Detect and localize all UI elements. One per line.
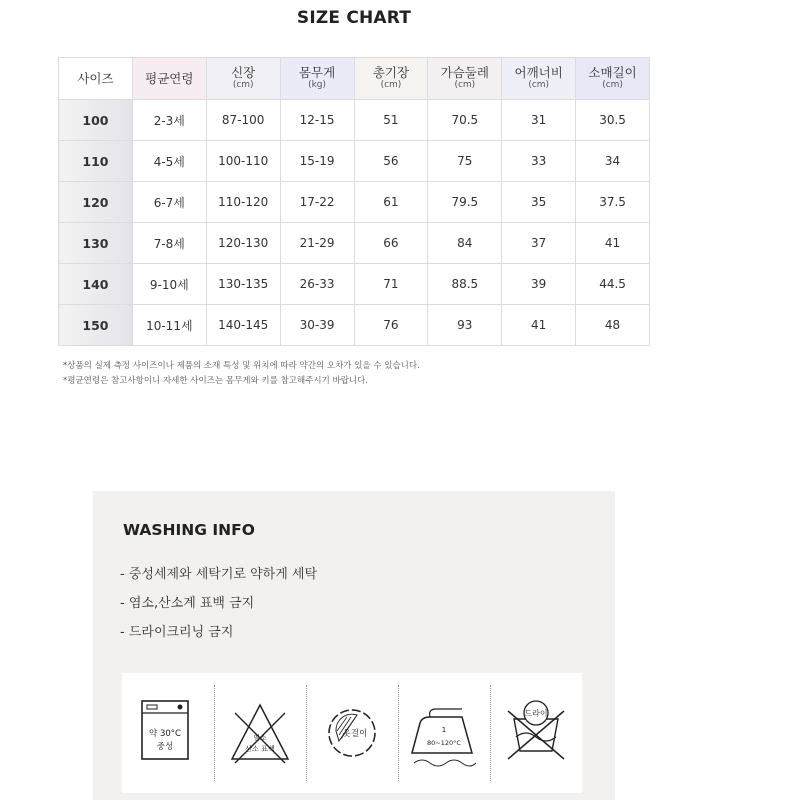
header-label: 가슴둘레 (440, 65, 489, 80)
table-cell: 26-33 (280, 264, 354, 305)
table-cell: 48 (576, 305, 650, 346)
header-unit: (cm) (528, 80, 550, 90)
header-size (59, 58, 133, 100)
table-cell: 84 (428, 223, 502, 264)
size-chart-title: SIZE CHART (296, 8, 412, 28)
size-cell: 140 (59, 264, 133, 305)
table-cell: 93 (428, 305, 502, 346)
table-cell: 37 (502, 223, 576, 264)
table-cell: 12-15 (280, 100, 354, 141)
list-item: - 염소,산소계 표백 금지 (120, 596, 255, 611)
table-cell: 71 (354, 264, 428, 305)
note-line: *상품의 실제 측정 사이즈이나 제품의 소재 특성 및 위치에 따라 약간의 오차가 있을 수 있습니다. (63, 361, 420, 371)
header-label: 몸무게 (298, 65, 336, 80)
table-cell: 79.5 (428, 182, 502, 223)
header-unit: (cm) (380, 80, 402, 90)
care-symbols (122, 673, 582, 793)
header-weight (280, 58, 354, 100)
icon-text: 산소 (245, 745, 259, 753)
table-cell: 37.5 (576, 182, 650, 223)
size-cell: 130 (59, 223, 133, 264)
table-row (59, 141, 650, 182)
table-cell: 9-10세 (132, 264, 206, 305)
table-row (59, 264, 650, 305)
icon-text: 염소 (253, 734, 267, 742)
header-age (132, 58, 206, 100)
table-cell: 75 (428, 141, 502, 182)
table-cell: 41 (576, 223, 650, 264)
table-cell: 87-100 (206, 100, 280, 141)
icon-text: 1 (441, 726, 447, 734)
size-cell: 110 (59, 141, 133, 182)
table-cell: 21-29 (280, 223, 354, 264)
table-cell: 31 (502, 100, 576, 141)
header-label: 어깨너비 (514, 65, 563, 80)
header-label: 소매길이 (588, 65, 637, 80)
icon-text: 중성 (156, 742, 174, 752)
header-unit: (cm) (602, 80, 623, 90)
header-shoulder (502, 58, 576, 100)
no-bleach-icon (225, 693, 295, 773)
table-cell: 66 (354, 223, 428, 264)
washing-info-title: WASHING INFO (123, 521, 255, 539)
table-cell: 140-145 (206, 305, 280, 346)
header-sleeve (576, 58, 650, 100)
header-unit: (kg) (308, 80, 327, 90)
table-row (59, 223, 650, 264)
header-chest (428, 58, 502, 100)
table-cell: 2-3세 (132, 100, 206, 141)
care-symbol-cell (306, 673, 398, 793)
header-unit: (cm) (232, 80, 254, 90)
table-cell: 6-7세 (132, 182, 206, 223)
list-item: - 드라이크리닝 금지 (120, 625, 234, 640)
table-cell: 110-120 (206, 182, 280, 223)
table-cell: 39 (502, 264, 576, 305)
icon-text: 약 30°C (149, 729, 181, 739)
header-label: 총기장 (372, 65, 410, 80)
table-cell: 30-39 (280, 305, 354, 346)
icon-text: 표백 (261, 745, 275, 753)
size-notes (63, 359, 420, 389)
care-symbol-cell (490, 673, 582, 793)
table-row (59, 182, 650, 223)
icon-text: 80~120°C (427, 739, 461, 747)
icon-text: 옷걸이 (342, 729, 368, 739)
header-label: 평균연령 (145, 70, 194, 86)
care-symbol-cell (214, 673, 306, 793)
table-cell: 35 (502, 182, 576, 223)
note-line: *평균연령은 참고사항이니 자세한 사이즈는 몸무게와 키를 참고해주시기 바랍니다. (63, 376, 369, 386)
table-cell: 61 (354, 182, 428, 223)
header-label: 사이즈 (77, 70, 114, 86)
table-cell: 4-5세 (132, 141, 206, 182)
table-cell: 88.5 (428, 264, 502, 305)
size-cell: 120 (59, 182, 133, 223)
care-symbol-cell (398, 673, 490, 793)
iron-low-icon (404, 693, 484, 773)
table-header-row (59, 58, 650, 100)
table-row (59, 305, 650, 346)
table-cell: 15-19 (280, 141, 354, 182)
table-cell: 44.5 (576, 264, 650, 305)
header-height (206, 58, 280, 100)
washing-info-panel (93, 491, 615, 800)
table-cell: 30.5 (576, 100, 650, 141)
table-cell: 70.5 (428, 100, 502, 141)
size-cell: 150 (59, 305, 133, 346)
table-cell: 56 (354, 141, 428, 182)
table-cell: 120-130 (206, 223, 280, 264)
care-symbol-cell (122, 673, 214, 793)
table-cell: 130-135 (206, 264, 280, 305)
table-cell: 33 (502, 141, 576, 182)
table-cell: 10-11세 (132, 305, 206, 346)
icon-text: 드라이 (524, 709, 548, 718)
table-row (59, 100, 650, 141)
size-cell: 100 (59, 100, 133, 141)
washing-instructions (120, 563, 317, 650)
no-dry-clean-icon (496, 693, 576, 773)
header-unit: (cm) (454, 80, 476, 90)
table-cell: 41 (502, 305, 576, 346)
header-label: 신장 (231, 65, 256, 80)
table-cell: 51 (354, 100, 428, 141)
table-cell: 7-8세 (132, 223, 206, 264)
size-chart-table (58, 57, 650, 346)
table-cell: 76 (354, 305, 428, 346)
wash-30-neutral-icon (138, 693, 198, 773)
table-cell: 100-110 (206, 141, 280, 182)
list-item: - 중성세제와 세탁기로 약하게 세탁 (120, 567, 318, 582)
header-total-length (354, 58, 428, 100)
hanger-dry-icon (317, 693, 387, 773)
table-cell: 17-22 (280, 182, 354, 223)
table-cell: 34 (576, 141, 650, 182)
